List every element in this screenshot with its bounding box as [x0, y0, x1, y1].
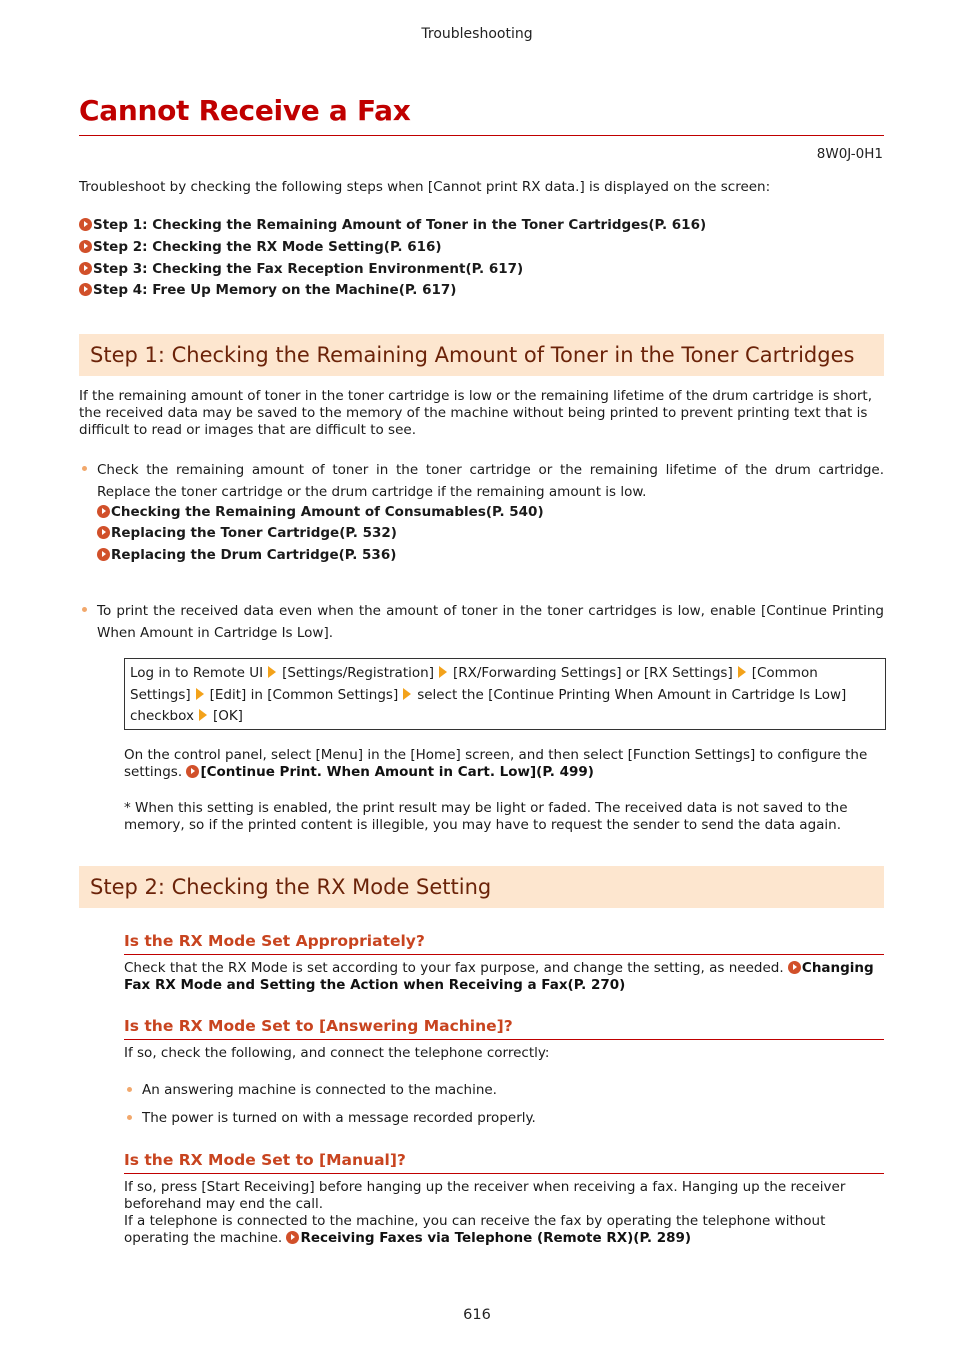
list-item: The power is turned on with a message recorded properly. — [142, 1110, 536, 1126]
list-item: An answering machine is connected to the machine. — [142, 1082, 497, 1098]
link-replace-toner[interactable]: Replacing the Toner Cartridge(P. 532) — [97, 524, 397, 542]
answering-machine-text: If so, check the following, and connect the telephone correctly: — [124, 1045, 550, 1061]
step1-paragraph: If the remaining amount of toner in the toner cartridge is low or the remaining lifetime of the drum cartridge is short, the received data may be saved to the memory of the machine without being printed to prevent printing text that is difficult to read or images that are difficult to see. — [79, 388, 873, 438]
step-arrow-icon — [738, 666, 746, 678]
link-arrow-icon — [286, 1231, 299, 1244]
link-arrow-icon — [186, 765, 199, 778]
link-arrow-icon — [97, 505, 110, 518]
manual-text: If so, press [Start Receiving] before hanging up the receiver when receiving a fax. Hanging up the receiver beforehand may end the call. If a telephone is connected to the machine, you can receive the fax by operating the telephone without operating the machine. Receiving Faxes via Telephone (Remote RX)(P. 289) — [124, 1179, 846, 1246]
link-arrow-icon — [79, 262, 92, 275]
link-remote-rx[interactable]: Receiving Faxes via Telephone (Remote RX)(P. 289) — [286, 1230, 691, 1246]
subheading-manual: Is the RX Mode Set to [Manual]? — [124, 1149, 884, 1174]
link-arrow-icon — [79, 240, 92, 253]
toc-link-step3[interactable]: Step 3: Checking the Fax Reception Environment(P. 617) — [79, 260, 523, 278]
setting-note: * When this setting is enabled, the print result may be light or faded. The received data is not saved to the memory, so if the printed content is illegible, you may have to request the sender to send the data again. — [124, 800, 848, 833]
step-arrow-icon — [403, 688, 411, 700]
step-arrow-icon — [196, 688, 204, 700]
step-arrow-icon — [199, 709, 207, 721]
running-header: Troubleshooting — [421, 26, 533, 42]
page-number: 616 — [463, 1307, 491, 1323]
intro-text: Troubleshoot by checking the following steps when [Cannot print RX data.] is displayed on the screen: — [79, 179, 771, 195]
link-arrow-icon — [79, 283, 92, 296]
bullet-dot — [82, 607, 87, 612]
link-change-rx-mode[interactable]: Changing Fax RX Mode and Setting the Action when Receiving a Fax(P. 270) — [124, 960, 874, 993]
document-id: 8W0J-0H1 — [816, 146, 883, 162]
subheading-rx-mode-appropriate: Is the RX Mode Set Appropriately? — [124, 930, 884, 955]
step1-heading-band — [79, 334, 884, 376]
toc-link-step2[interactable]: Step 2: Checking the RX Mode Setting(P. 616) — [79, 238, 442, 256]
link-arrow-icon — [97, 548, 110, 561]
link-arrow-icon — [97, 526, 110, 539]
rx-mode-text: Check that the RX Mode is set according to your fax purpose, and change the setting, as needed. Changing Fax RX Mode and Setting the Action when Receiving a Fax(P. 270) — [124, 960, 874, 993]
toc-link-step1[interactable]: Step 1: Checking the Remaining Amount of Toner in the Toner Cartridges(P. 616) — [79, 216, 706, 234]
step2-heading-band — [79, 866, 884, 908]
link-replace-drum[interactable]: Replacing the Drum Cartridge(P. 536) — [97, 546, 396, 564]
step-arrow-icon — [439, 666, 447, 678]
link-arrow-icon — [788, 961, 801, 974]
link-arrow-icon — [79, 218, 92, 231]
procedure-box: Log in to Remote UI [Settings/Registration] [RX/Forwarding Settings] or [RX Settings] [Common Settings] [Edit] in [Common Settings] select the [Continue Printing When Amount in Cartridge Is Low] checkbox [OK] — [124, 658, 886, 730]
bullet-dot — [127, 1087, 132, 1092]
bullet-dot — [127, 1115, 132, 1120]
step1-bullet1-text: Check the remaining amount of toner in the toner cartridge or the remaining lifetime of the drum cartridge. Replace the toner cartridge or the drum cartridge if the remaining amount is low. — [97, 462, 884, 500]
step1-heading: Step 1: Checking the Remaining Amount of Toner in the Toner Cartridges — [90, 343, 855, 367]
step2-heading: Step 2: Checking the RX Mode Setting — [90, 875, 492, 899]
page-title: Cannot Receive a Fax — [79, 94, 411, 127]
bullet-dot — [82, 466, 87, 471]
subheading-answering-machine: Is the RX Mode Set to [Answering Machine]? — [124, 1015, 884, 1040]
link-check-consumables[interactable]: Checking the Remaining Amount of Consumables(P. 540) — [97, 503, 544, 521]
toc-link-step4[interactable]: Step 4: Free Up Memory on the Machine(P. 617) — [79, 281, 456, 299]
link-continue-print[interactable]: [Continue Print. When Amount in Cart. Low](P. 499) — [186, 764, 594, 780]
step1-bullet2-text: To print the received data even when the amount of toner in the toner cartridges is low, enable [Continue Printing When Amount in Cartridge Is Low]. — [97, 603, 884, 641]
step-arrow-icon — [268, 666, 276, 678]
control-panel-text: On the control panel, select [Menu] in the [Home] screen, and then select [Function Settings] to configure the settings. [Continue Print. When Amount in Cart. Low](P. 499) — [124, 747, 868, 780]
title-divider — [79, 135, 884, 136]
